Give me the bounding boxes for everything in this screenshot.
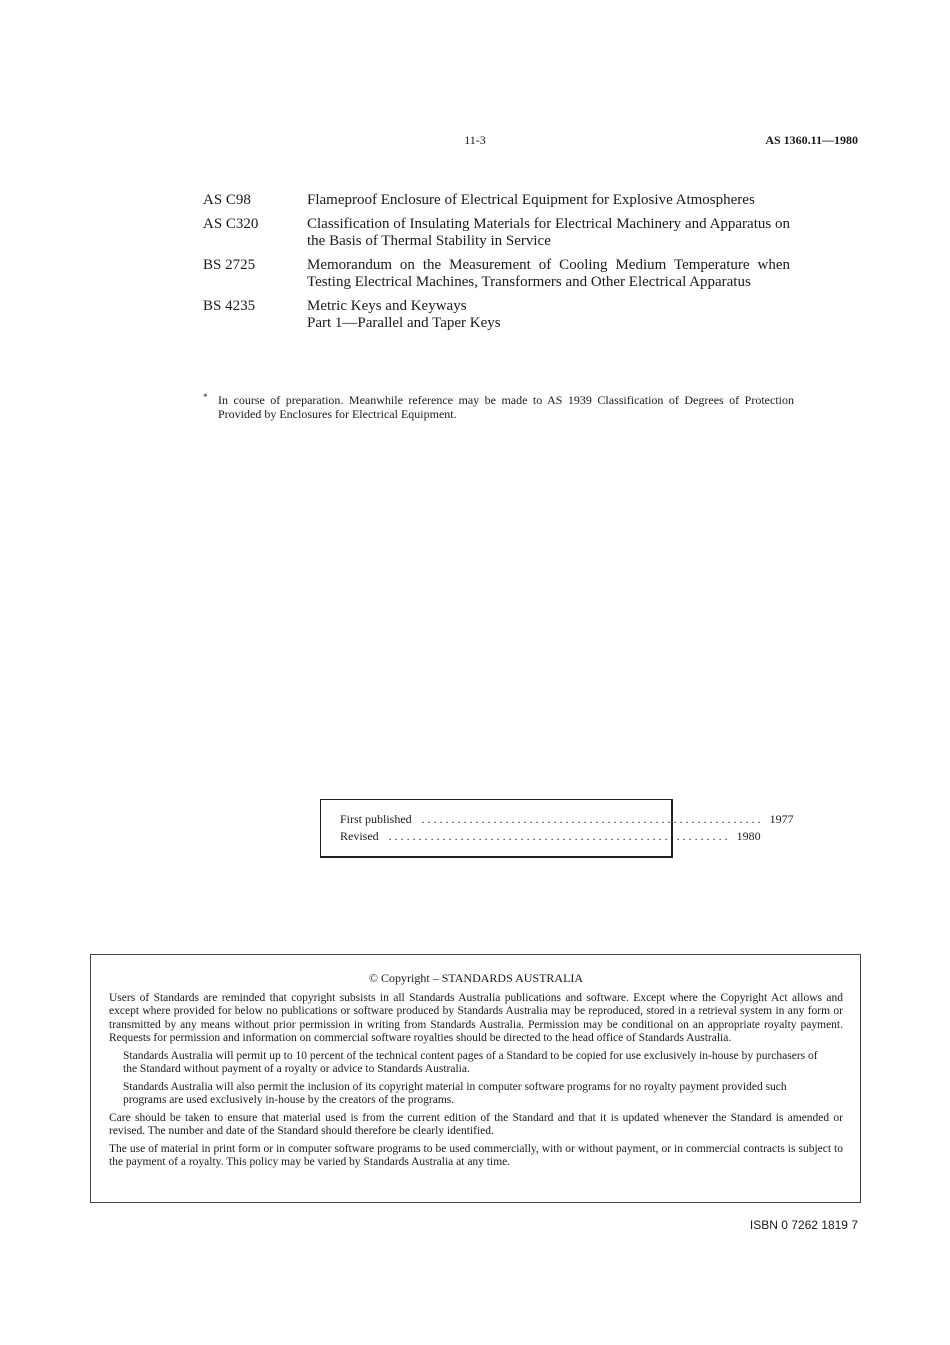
reference-subtitle: Part 1—Parallel and Taper Keys bbox=[307, 315, 501, 331]
footnote-text: In course of preparation. Meanwhile reference may be made to AS 1939 Classification of Degrees of Protection Provided by Enclosures for Electrical Equipment. bbox=[218, 393, 794, 421]
reference-item bbox=[203, 298, 790, 332]
first-published-year: 1977 bbox=[769, 812, 794, 826]
standard-designation: AS 1360.11—1980 bbox=[765, 133, 858, 147]
first-published-row bbox=[340, 812, 794, 827]
copyright-paragraph: Standards Australia will permit up to 10 percent of the technical content pages of a Standard to be copied for use exclusively in-house by purchasers of the Standard without payment of a royalty or advice to Standards Australia. bbox=[123, 1049, 818, 1075]
reference-code: AS C320 bbox=[203, 216, 259, 232]
leader-dots: ......................................................... bbox=[388, 829, 731, 843]
copyright-paragraph: The use of material in print form or in computer software programs to be used commercially, with or without payment, or in commercial contracts is subject to the payment of a royalty. This policy may be varied by Standards Australia at any time. bbox=[109, 1142, 843, 1168]
copyright-title: © Copyright – STANDARDS AUSTRALIA bbox=[368, 971, 584, 985]
reference-title: Memorandum on the Measurement of Cooling Medium Temperature when Testing Electrical Machines, Transformers and Other Electrical Apparatus bbox=[307, 257, 790, 290]
copyright-paragraph: Standards Australia will also permit the inclusion of its copyright material in computer software programs for no royalty payment provided such programs are used exclusively in-house by the creators of the programs. bbox=[123, 1080, 787, 1106]
copyright-notice-box bbox=[90, 954, 861, 1203]
footnote bbox=[203, 393, 794, 421]
isbn: ISBN 0 7262 1819 7 bbox=[749, 1218, 858, 1232]
revised-row bbox=[340, 829, 761, 844]
reference-title bbox=[307, 298, 790, 332]
copyright-paragraph: Care should be taken to ensure that material used is from the current edition of the Standard and that it is updated whenever the Standard is amended or revised. The number and date of the Standard should therefore be clearly identified. bbox=[109, 1111, 843, 1137]
publication-history-box bbox=[320, 799, 794, 858]
revised-label: Revised bbox=[340, 829, 379, 843]
reference-item bbox=[203, 216, 790, 250]
page-number: 11-3 bbox=[464, 133, 486, 147]
reference-list bbox=[203, 192, 790, 339]
reference-title: Flameproof Enclosure of Electrical Equipment for Explosive Atmospheres bbox=[307, 192, 755, 208]
revised-year: 1980 bbox=[736, 829, 761, 843]
footnote-mark: * bbox=[203, 392, 208, 402]
first-published-label: First published bbox=[340, 812, 412, 826]
copyright-paragraph: Users of Standards are reminded that copyright subsists in all Standards Australia publications and software. Except where the Copyright Act allows and except where provided for below no publications or software produced by Standards Australia may be reproduced, stored in a retrieval system in any form or transmitted by any means without prior permission in writing from Standards Australia. Permission may be conditional on an appropriate royalty payment. Requests for permission and information on commercial software royalties should be directed to the head office of Standards Australia. bbox=[109, 991, 843, 1044]
reference-title: Classification of Insulating Materials for Electrical Machinery and Apparatus on the Basis of Thermal Stability in Service bbox=[307, 216, 790, 249]
leader-dots: ......................................................... bbox=[421, 812, 764, 826]
reference-code: BS 2725 bbox=[203, 257, 256, 273]
reference-item bbox=[203, 192, 790, 209]
reference-item bbox=[203, 257, 790, 291]
reference-code: BS 4235 bbox=[203, 298, 256, 314]
reference-title-main: Metric Keys and Keyways bbox=[307, 298, 467, 314]
reference-code: AS C98 bbox=[203, 192, 251, 208]
